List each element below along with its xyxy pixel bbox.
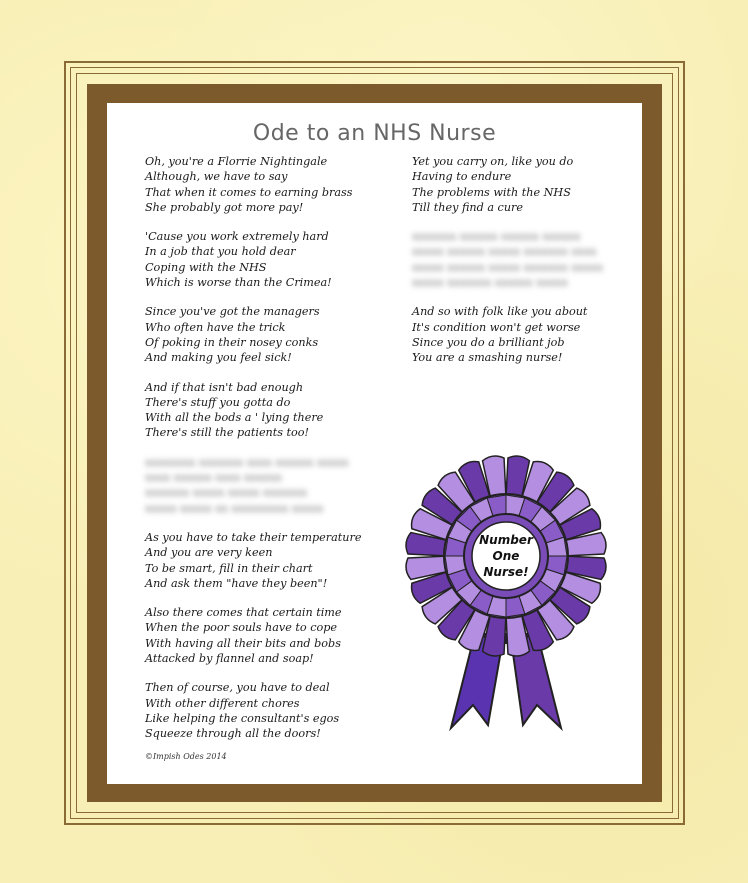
poem-line: With other different chores [145,696,300,710]
poem-line: That when it comes to earning brass [145,185,353,199]
stanza [145,380,385,441]
poem-line: With having all their bits and bobs [145,636,341,650]
poem-line: There's stuff you gotta do [145,395,291,409]
stanza [145,680,385,741]
rosette-text-line3: Nurse! [483,565,529,579]
poem-line: Attacked by flannel and soap! [145,652,314,666]
rosette-ribbon-icon [403,443,609,733]
poem-line: There's still the patients too! [145,426,310,440]
poem-line: And ask them "have they been"! [145,576,328,590]
poem-line: Who often have the trick [145,320,286,334]
poem-line: 'Cause you work extremely hard [145,230,329,244]
poem-line: When the poor souls have to cope [145,621,338,635]
poem-line: Of poking in their nosey conks [145,335,319,349]
poem-line: Till they find a cure [412,200,524,214]
poem-paper [107,103,642,784]
poem-line: Which is worse than the Crimea! [145,276,332,290]
poem-left-column [145,154,385,756]
poem-line: Since you do a brilliant job [412,335,565,349]
poem-line: Coping with the NHS [145,260,267,274]
poem-line: With all the bods a ' lying there [145,411,324,425]
poem-line: Since you've got the managers [145,305,320,319]
poem-line: As you have to take their temperature [145,530,362,544]
poem-line: Although, we have to say [145,170,288,184]
stanza [412,154,627,215]
blurred-stanza: xxxxxxx xxxxxx xxxxxx xxxxxx xxxxx xxxxxx xxxxx xxxxxxx xxxx xxxxx xxxxxx xxxxx xxxxxxx xxxxx xxxxx xxxxxxx xxxxxx xxxxx [412,230,603,290]
poem-right-column [412,154,627,380]
poem-line: Yet you carry on, like you do [412,155,574,168]
poem-title: Ode to an NHS Nurse [252,121,497,146]
poem-line: Like helping the consultant's egos [145,711,340,725]
poem-line: Having to endure [412,170,512,184]
poem-line: And so with folk like you about [412,305,588,319]
copyright-notice: ©Impish Odes 2014 [145,752,227,761]
poem-line: It's condition won't get worse [412,320,581,334]
stanza [145,605,385,666]
stanza [412,304,627,365]
poem-line: She probably got more pay! [145,200,304,214]
poem-line: Also there comes that certain time [145,606,342,620]
poem-line: And making you feel sick! [145,351,292,365]
poem-line: You are a smashing nurse! [412,351,563,365]
poem-line: The problems with the NHS [412,185,571,199]
stanza [145,304,385,365]
rosette-text-line2: One [492,549,520,563]
rosette-text-line1: Number [479,533,533,547]
blurred-stanza: xxxxxxxx xxxxxxx xxxx xxxxxx xxxxx xxxx xxxxxx xxxx xxxxxx xxxxxxx xxxxx xxxxx xxxxxxx xxxxx xxxxx xx xxxxxxxxx xxxxx [145,455,349,515]
poem-line: To be smart, fill in their chart [145,561,313,575]
stanza [145,154,385,215]
poem-line: Then of course, you have to deal [145,681,330,695]
stanza [145,229,385,290]
stanza [145,530,385,591]
poem-line: Squeeze through all the doors! [145,727,321,741]
poem-line: Oh, you're a Florrie Nightingale [145,155,328,168]
poem-line: In a job that you hold dear [145,245,296,259]
poem-line: And you are very keen [145,546,273,560]
poem-line: And if that isn't bad enough [145,380,304,394]
